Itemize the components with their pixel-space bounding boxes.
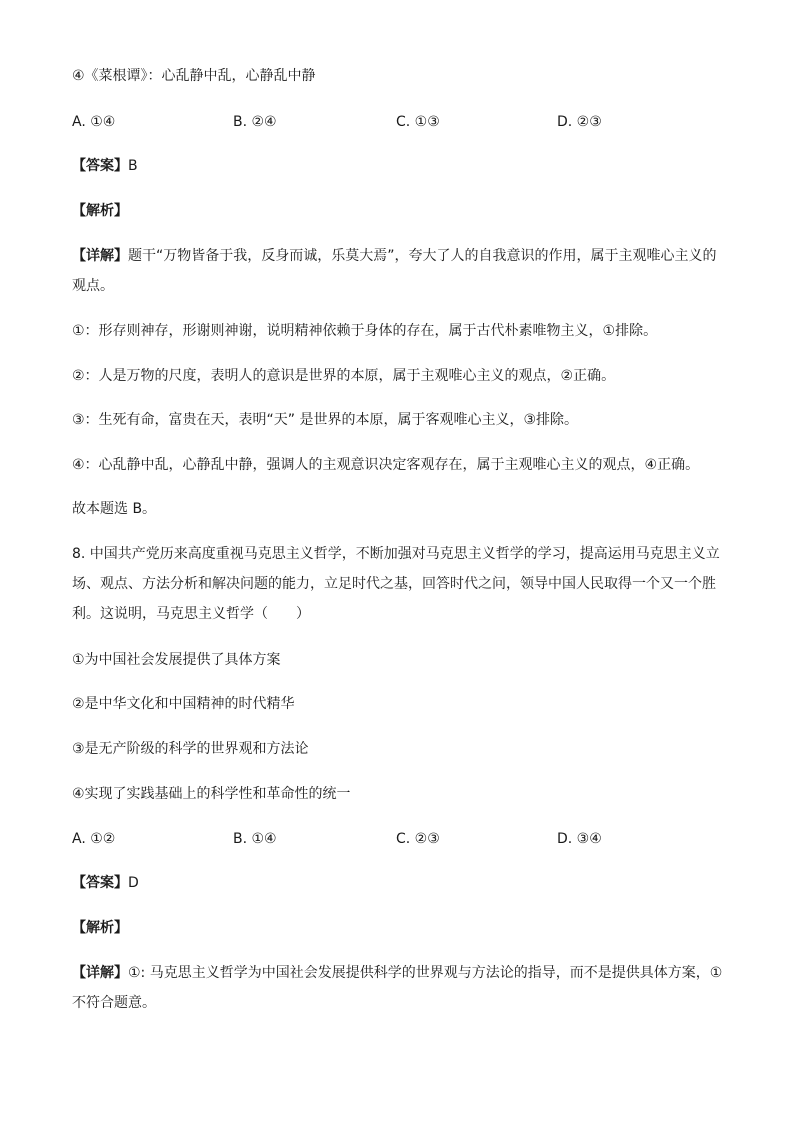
q8-answer <box>72 873 139 893</box>
q7-detail-line-1 <box>72 246 717 266</box>
q7-detail-line-2: 观点。 <box>72 278 114 294</box>
q8-stem-line-3: 利。这说明，马克思主义哲学（ ） <box>72 606 310 622</box>
q7-item-4: ④《菜根谭》：心乱静中乱，心静乱中静 <box>72 68 316 84</box>
q8-option-a: A. ①② <box>72 831 116 847</box>
q7-option-a: A. ①④ <box>72 114 116 130</box>
q7-answer <box>72 156 138 176</box>
q8-item-1: ①为中国社会发展提供了具体方案 <box>72 652 281 668</box>
q8-stem-line-2: 场、观点、方法分析和解决问题的能力，立足时代之基，回答时代之问，领导中国人民取得一个又一个胜 <box>72 576 716 592</box>
q8-item-4: ④实现了实践基础上的科学性和革命性的统一 <box>72 786 351 802</box>
q8-item-3: ③是无产阶级的科学的世界观和方法论 <box>72 741 309 757</box>
q8-analysis-tag: 【解析】 <box>72 920 128 936</box>
detail-text: 题干“万物皆备于我，反身而诚，乐莫大焉”，夸大了人的自我意识的作用，属于主观唯心主义的 <box>128 248 717 264</box>
answer-tag: 【答案】 <box>72 875 128 891</box>
q7-option-c: C. ①③ <box>396 114 440 130</box>
q7-conclusion: 故本题选 B。 <box>72 501 157 517</box>
q7-point-2: ②：人是万物的尺度，表明人的意识是世界的本原，属于主观唯心主义的观点，②正确。 <box>72 368 616 384</box>
q7-option-d: D. ②③ <box>557 114 602 130</box>
answer-tag: 【答案】 <box>72 158 128 174</box>
q8-detail-line-1 <box>72 963 722 983</box>
q7-point-1: ①：形存则神存，形谢则神谢，说明精神依赖于身体的存在，属于古代朴素唯物主义，①排除。 <box>72 323 658 339</box>
answer-value: B <box>128 158 138 174</box>
answer-value: D <box>128 875 139 891</box>
q8-option-c: C. ②③ <box>396 831 440 847</box>
detail-text: ①: 马克思主义哲学为中国社会发展提供科学的世界观与方法论的指导，而不是提供具体方案，① <box>128 965 723 981</box>
detail-tag: 【详解】 <box>72 965 128 981</box>
q7-option-b: B. ②④ <box>233 114 277 130</box>
detail-tag: 【详解】 <box>72 248 128 264</box>
q8-item-2: ②是中华文化和中国精神的时代精华 <box>72 696 295 712</box>
q8-stem-line-1: 8. 中国共产党历来高度重视马克思主义哲学，不断加强对马克思主义哲学的学习，提高运用马克思主义立 <box>72 546 720 562</box>
q8-detail-line-2: 不符合题意。 <box>72 995 156 1011</box>
q8-option-d: D. ③④ <box>557 831 602 847</box>
q7-point-3: ③：生死有命，富贵在天，表明“天” 是世界的本原，属于客观唯心主义，③排除。 <box>72 412 579 428</box>
q8-option-b: B. ①④ <box>233 831 277 847</box>
q7-analysis-tag: 【解析】 <box>72 203 128 219</box>
q7-point-4: ④：心乱静中乱，心静乱中静，强调人的主观意识决定客观存在，属于主观唯心主义的观点，④正确。 <box>72 457 700 473</box>
